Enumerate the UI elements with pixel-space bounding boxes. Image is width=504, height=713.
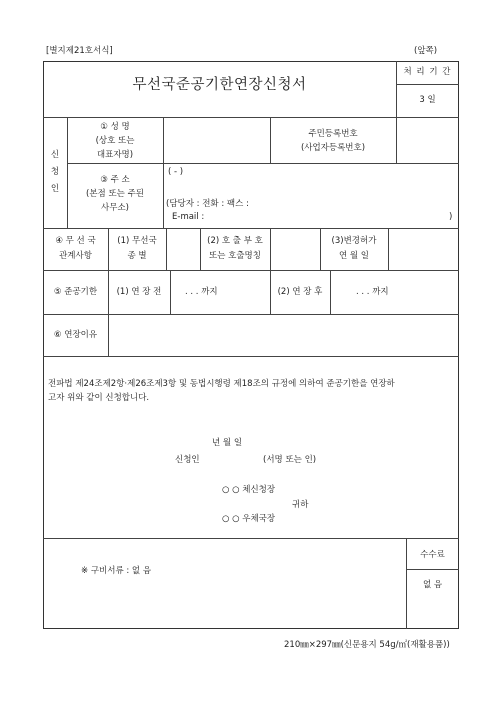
callsign-label-sub: 또는 호출명칭 bbox=[209, 251, 261, 261]
divider bbox=[320, 228, 321, 270]
deadline-before-value[interactable]: . . . 까지 bbox=[185, 287, 218, 297]
deadline-label: ⑤ 준공기한 bbox=[53, 287, 98, 297]
station-type-field[interactable] bbox=[168, 230, 198, 268]
callsign-label: (2) 호 출 부 호 bbox=[207, 236, 263, 246]
deadline-after-label: (2) 연 장 후 bbox=[277, 287, 323, 297]
signature-hint: (서명 또는 인) bbox=[263, 455, 317, 465]
station-type-label: (1) 무선국 bbox=[117, 236, 157, 246]
address-label-sub: (본점 또는 주된 bbox=[86, 189, 144, 199]
permit-date-label: (3)변경허가 bbox=[331, 236, 377, 246]
divider bbox=[43, 538, 459, 539]
address-label-sub: 사무소) bbox=[101, 203, 129, 213]
divider bbox=[388, 228, 389, 270]
statement-line-2: 고자 위와 같이 신청합니다. bbox=[48, 393, 150, 403]
station-type-label-sub: 종 별 bbox=[127, 251, 147, 261]
page-side-label: (앞쪽) bbox=[414, 46, 438, 56]
required-documents: ※ 구비서류 : 없 음 bbox=[81, 566, 152, 576]
postal-code-field[interactable]: ( - ) bbox=[168, 167, 184, 177]
divider bbox=[43, 314, 459, 315]
station-label: ④ 무 선 국 bbox=[55, 236, 96, 246]
reason-label: ⑥ 연장이유 bbox=[53, 330, 98, 340]
recipient-suffix: 귀하 bbox=[292, 500, 309, 510]
name-label-sub: 대표자명) bbox=[96, 150, 134, 160]
deadline-before-label: (1) 연 장 전 bbox=[116, 287, 162, 297]
divider bbox=[406, 569, 459, 570]
address-label: ③ 주 소 bbox=[100, 175, 130, 185]
registration-number-label-sub: (사업자등록번호) bbox=[300, 143, 366, 153]
station-label-sub: 관계사항 bbox=[59, 251, 92, 261]
applicant-label-3: 인 bbox=[50, 184, 60, 194]
divider bbox=[270, 228, 271, 314]
divider bbox=[43, 356, 459, 357]
divider bbox=[396, 84, 459, 85]
statement-line-1: 전파법 제24조제2항·제26조제3항 및 동법시행령 제18조의 규정에 의하여 준공기한을 연장하 bbox=[48, 379, 395, 389]
divider bbox=[270, 117, 271, 163]
name-field[interactable] bbox=[165, 119, 268, 161]
callsign-field[interactable] bbox=[272, 230, 318, 268]
applicant-label-2: 청 bbox=[50, 167, 60, 177]
registration-number-label: 주민등록번호 bbox=[308, 129, 358, 139]
processing-period-label: 처 리 기 간 bbox=[403, 67, 452, 77]
paper-spec: 210㎜×297㎜(신문용지 54g/㎡(재활용품)) bbox=[284, 640, 450, 650]
applicant-label-1: 신 bbox=[50, 150, 60, 160]
contact-line: (담당자 : 전화 : 팩스 : bbox=[166, 199, 249, 209]
divider bbox=[67, 163, 459, 164]
recipient-2: ○ ○ 우체국장 bbox=[222, 514, 276, 524]
name-label-sub: (상호 또는 bbox=[95, 136, 135, 146]
email-label: E-mail : bbox=[172, 212, 205, 222]
reason-field[interactable] bbox=[110, 316, 457, 354]
divider bbox=[200, 228, 201, 270]
name-label: ① 성 명 bbox=[100, 122, 130, 132]
recipient-1: ○ ○ 체신청장 bbox=[222, 485, 276, 495]
application-date: 년 월 일 bbox=[212, 438, 243, 448]
permit-date-label-sub: 연 월 일 bbox=[338, 251, 370, 261]
applicant-signature-label: 신청인 bbox=[175, 455, 200, 465]
divider bbox=[43, 228, 459, 229]
divider bbox=[43, 270, 459, 271]
contact-close-paren: ) bbox=[449, 212, 453, 222]
form-title: 무선국준공기한연장신청서 bbox=[132, 77, 307, 93]
permit-date-field[interactable] bbox=[390, 230, 457, 268]
fee-label: 수수료 bbox=[420, 550, 445, 560]
divider bbox=[396, 117, 397, 163]
fee-value: 없 음 bbox=[422, 580, 443, 590]
deadline-after-value[interactable]: . . . 까지 bbox=[356, 287, 389, 297]
form-number: [별지제21호서식] bbox=[46, 46, 113, 56]
processing-period-value: 3 일 bbox=[419, 95, 436, 105]
divider bbox=[163, 117, 164, 228]
divider bbox=[330, 270, 331, 314]
registration-number-field[interactable] bbox=[398, 119, 457, 161]
divider bbox=[166, 228, 167, 270]
divider bbox=[170, 270, 171, 314]
